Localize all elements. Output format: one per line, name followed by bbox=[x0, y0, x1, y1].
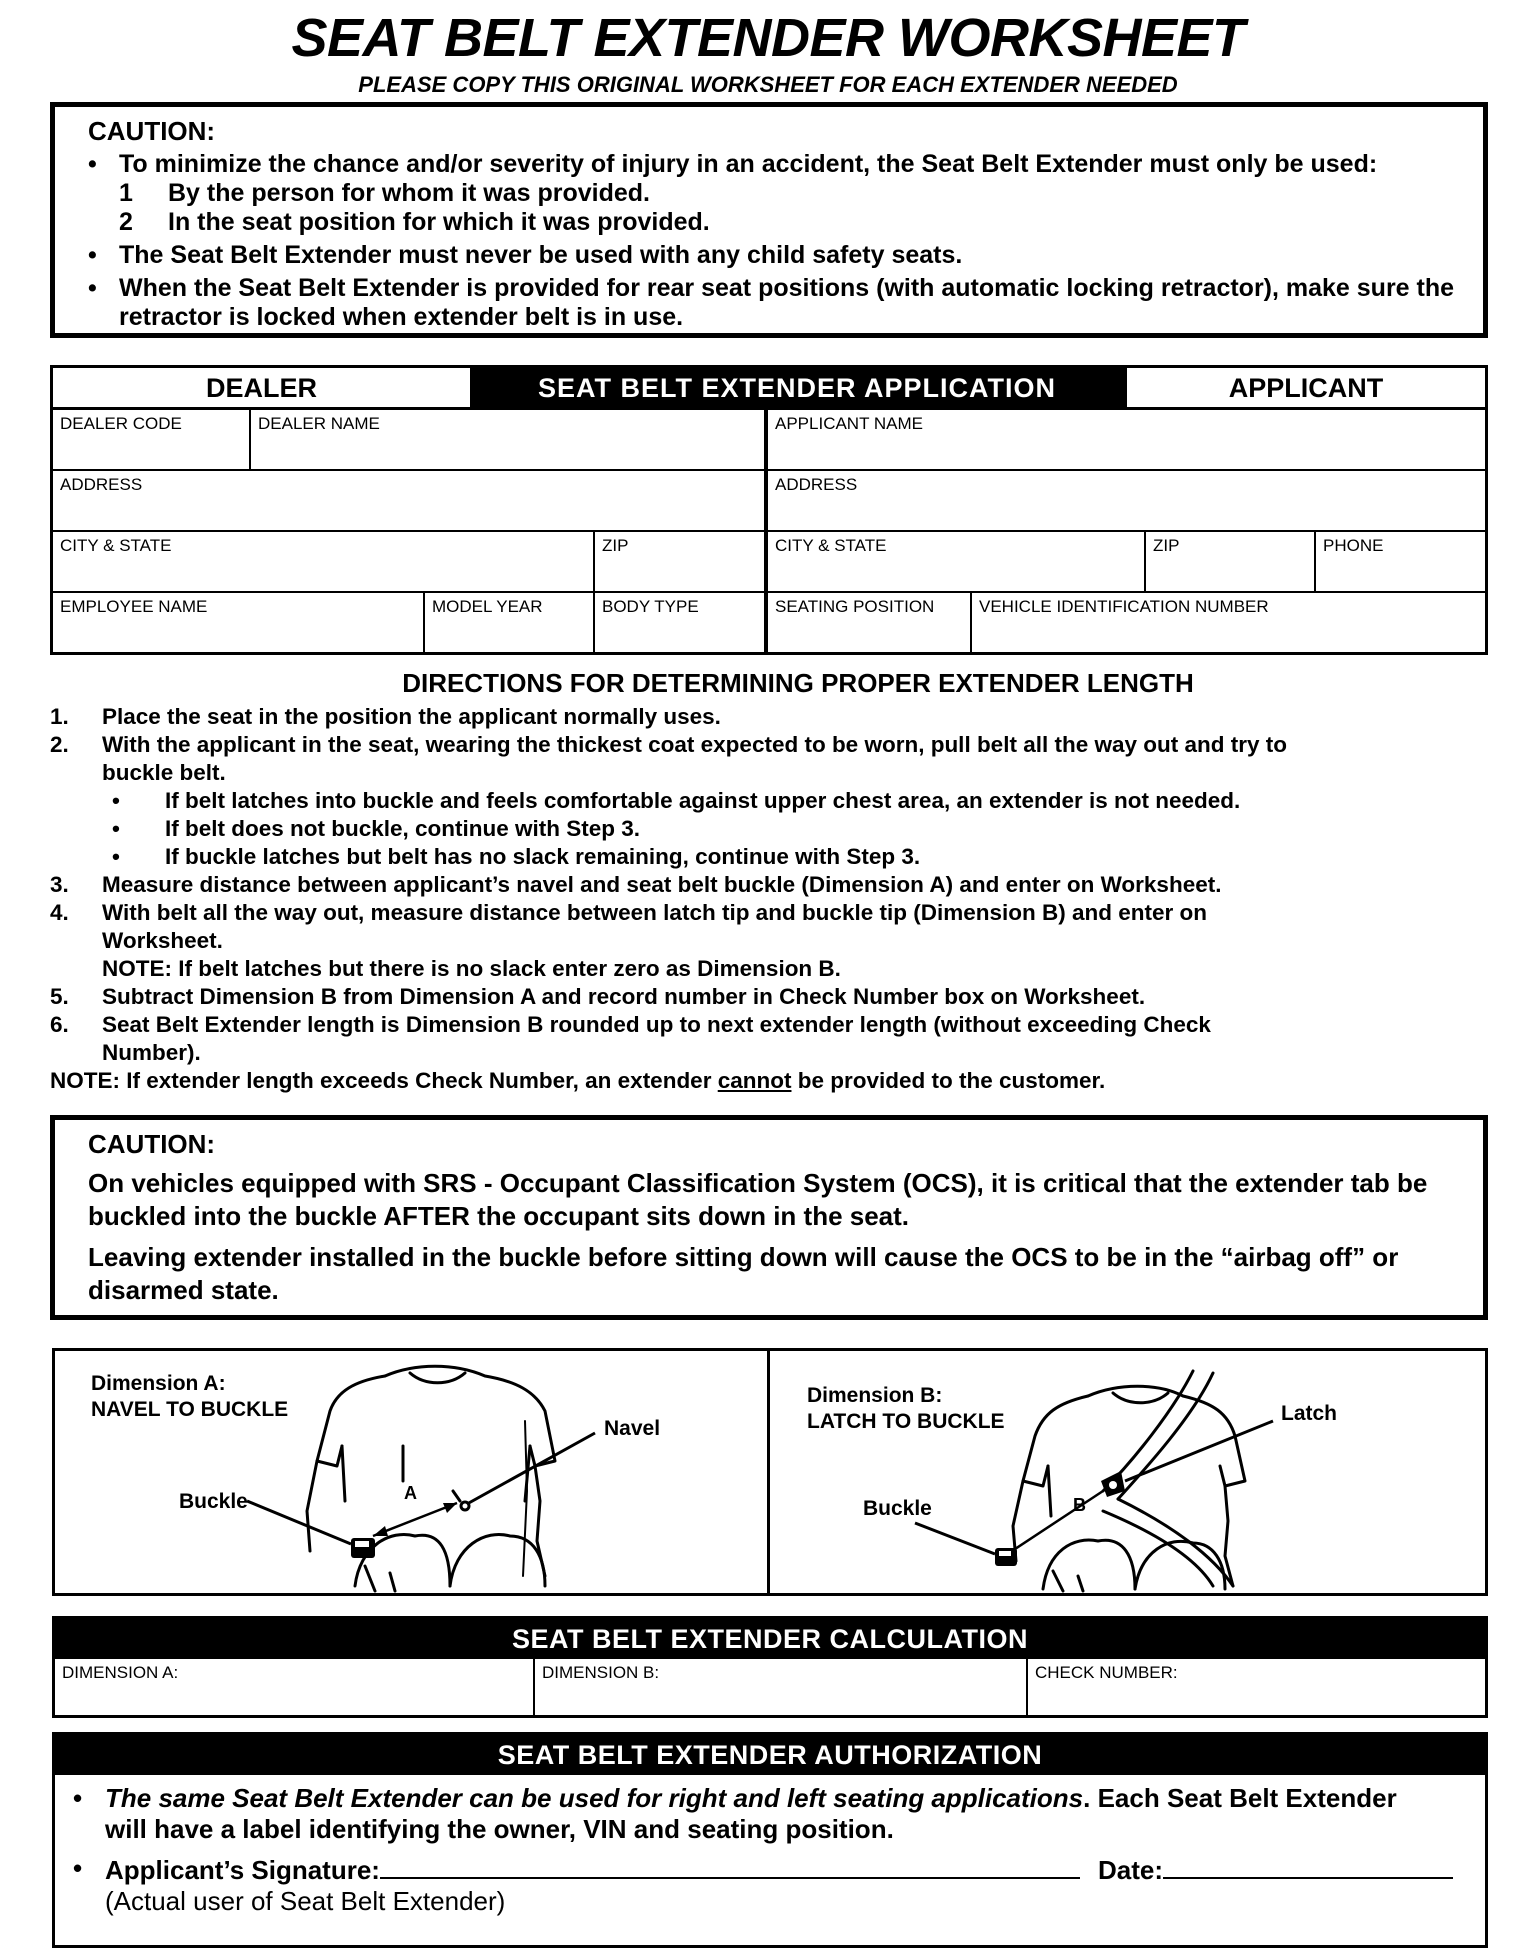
torso-illustration-b bbox=[773, 1351, 1485, 1593]
calculation-table bbox=[52, 1616, 1488, 1718]
body-type-field[interactable]: BODY TYPE bbox=[595, 593, 766, 652]
applicant-header: APPLICANT bbox=[1124, 368, 1485, 410]
direction-step bbox=[50, 899, 1290, 955]
caution-paragraph: Leaving extender installed in the buckle before sitting down will cause the OCS to be in the “airbag off” or disarmed state. bbox=[88, 1242, 1399, 1305]
model-year-field[interactable]: MODEL YEAR bbox=[425, 593, 595, 652]
bullet-icon: • bbox=[88, 150, 97, 178]
dealer-zip-field[interactable]: ZIP bbox=[595, 532, 766, 593]
date-input[interactable] bbox=[1163, 1853, 1453, 1879]
caution-heading: CAUTION: bbox=[88, 1129, 216, 1159]
bullet-icon: • bbox=[88, 274, 97, 302]
direction-step bbox=[50, 983, 1490, 1011]
step-number: 6. bbox=[50, 1012, 69, 1037]
step-text: Measure distance between applicant’s navel and seat belt buckle (Dimension A) and enter on Worksheet. bbox=[102, 872, 1222, 897]
note-text: be provided to the customer. bbox=[791, 1068, 1106, 1093]
step-text: Seat Belt Extender length is Dimension B rounded up to next extender length (without exceeding Check Number). bbox=[102, 1012, 1211, 1065]
vin-field[interactable]: VEHICLE IDENTIFICATION NUMBER bbox=[979, 597, 1269, 616]
bullet-icon: • bbox=[88, 241, 97, 269]
bullet-icon: • bbox=[73, 1783, 83, 1813]
application-title: SEAT BELT EXTENDER APPLICATION bbox=[470, 368, 1124, 410]
seating-position-field[interactable]: SEATING POSITION bbox=[766, 593, 972, 652]
signature-label: Applicant’s Signature: bbox=[105, 1855, 380, 1885]
authorization-bullet bbox=[65, 1783, 1405, 1845]
figure-dimension-a bbox=[55, 1351, 770, 1593]
dealer-city-state-field[interactable]: CITY & STATE bbox=[53, 532, 595, 593]
direction-step bbox=[50, 871, 1490, 899]
note-text: NOTE: If extender length exceeds Check Number, an extender bbox=[50, 1068, 718, 1093]
dimension-b-letter: B bbox=[1073, 1495, 1086, 1515]
figure-dimension-b bbox=[773, 1351, 1485, 1593]
step-text: With the applicant in the seat, wearing the thickest coat expected to be worn, pull belt all the way out and try to buckle belt. bbox=[102, 732, 1287, 785]
authorization-title: SEAT BELT EXTENDER AUTHORIZATION bbox=[55, 1735, 1485, 1775]
caution-box-ocs bbox=[50, 1115, 1488, 1320]
phone-field[interactable]: PHONE bbox=[1316, 532, 1485, 593]
caution-subitem bbox=[88, 208, 1483, 237]
figure-a-title-line: NAVEL TO BUCKLE bbox=[91, 1398, 289, 1421]
note-emphasis: cannot bbox=[717, 1068, 792, 1093]
worksheet-subtitle: PLEASE COPY THIS ORIGINAL WORKSHEET FOR EACH EXTENDER NEEDED bbox=[358, 72, 1178, 97]
applicant-zip-field[interactable]: ZIP bbox=[1146, 532, 1316, 593]
navel-label: Navel bbox=[604, 1417, 661, 1440]
caution-text: The Seat Belt Extender must never be used with any child safety seats. bbox=[119, 241, 963, 269]
caution-text: In the seat position for which it was provided. bbox=[168, 208, 710, 236]
direction-note: NOTE: If belt latches but there is no slack enter zero as Dimension B. bbox=[102, 956, 841, 981]
caution-text: To minimize the chance and/or severity of injury in an accident, the Seat Belt Extender must only be used: bbox=[119, 150, 1378, 178]
application-table bbox=[50, 365, 1488, 655]
authorization-section bbox=[52, 1732, 1488, 1948]
dealer-code-field[interactable]: DEALER CODE bbox=[53, 410, 251, 471]
direction-bullet bbox=[102, 843, 1490, 871]
step-text: With belt all the way out, measure distance between latch tip and buckle tip (Dimension B) and enter on Worksheet. bbox=[102, 900, 1207, 953]
figure-a-title-line: Dimension A: bbox=[91, 1372, 226, 1395]
direction-step bbox=[50, 1011, 1270, 1067]
direction-bullet bbox=[102, 787, 1490, 815]
bullet-text: If buckle latches but belt has no slack remaining, continue with Step 3. bbox=[165, 844, 921, 869]
directions-final-note bbox=[50, 1067, 1490, 1095]
figure-b-title-line: LATCH TO BUCKLE bbox=[807, 1410, 1005, 1433]
authorization-text: . Each Seat Belt Extender will have a label identifying the owner, VIN and seating position. bbox=[105, 1783, 1397, 1844]
caution-text: By the person for whom it was provided. bbox=[168, 179, 651, 207]
buckle-label: Buckle bbox=[863, 1497, 932, 1520]
caution-bullet bbox=[88, 150, 1483, 179]
applicant-city-state-field[interactable]: CITY & STATE bbox=[766, 532, 1146, 593]
bullet-icon: • bbox=[112, 788, 120, 813]
buckle-label: Buckle bbox=[179, 1490, 248, 1513]
signature-input[interactable] bbox=[380, 1853, 1080, 1879]
dimension-b-field[interactable]: DIMENSION B: bbox=[535, 1659, 1028, 1715]
applicant-address-field[interactable]: ADDRESS bbox=[766, 471, 1485, 532]
step-number: 1. bbox=[50, 704, 69, 729]
dealer-header: DEALER bbox=[53, 368, 470, 410]
step-number: 2. bbox=[50, 732, 69, 757]
torso-illustration-a bbox=[55, 1351, 770, 1593]
bullet-icon: • bbox=[112, 844, 120, 869]
caution-subitem bbox=[88, 179, 1483, 208]
subitem-number: 2 bbox=[119, 208, 133, 236]
caution-text: When the Seat Belt Extender is provided for rear seat positions (with automatic locking retractor), make sure the retractor is locked when extender belt is in use. bbox=[119, 274, 1455, 331]
subitem-number: 1 bbox=[119, 179, 133, 207]
bullet-icon: • bbox=[112, 816, 120, 841]
step-number: 3. bbox=[50, 872, 69, 897]
directions-title: DIRECTIONS FOR DETERMINING PROPER EXTENDER LENGTH bbox=[402, 668, 1194, 698]
authorization-body bbox=[55, 1775, 1485, 1917]
dimension-figures bbox=[52, 1348, 1488, 1596]
bullet-text: If belt does not buckle, continue with Step 3. bbox=[165, 816, 641, 841]
dealer-name-field[interactable]: DEALER NAME bbox=[251, 410, 766, 471]
bullet-icon: • bbox=[73, 1853, 83, 1883]
authorization-italic-text: The same Seat Belt Extender can be used for right and left seating applications bbox=[105, 1783, 1084, 1813]
employee-name-field[interactable]: EMPLOYEE NAME bbox=[53, 593, 425, 652]
calculation-title: SEAT BELT EXTENDER CALCULATION bbox=[55, 1619, 1485, 1659]
direction-step bbox=[50, 703, 1490, 731]
latch-label: Latch bbox=[1281, 1402, 1338, 1425]
caution-box-top bbox=[50, 102, 1488, 338]
direction-bullet bbox=[102, 815, 1490, 843]
step-number: 4. bbox=[50, 900, 69, 925]
caution-bullet bbox=[88, 274, 1468, 332]
dimension-a-field[interactable]: DIMENSION A: bbox=[55, 1659, 535, 1715]
caution-heading: CAUTION: bbox=[88, 116, 216, 146]
step-text: Subtract Dimension B from Dimension A and record number in Check Number box on Worksheet. bbox=[102, 984, 1146, 1009]
applicant-name-field[interactable]: APPLICANT NAME bbox=[766, 410, 1485, 471]
figure-b-title-line: Dimension B: bbox=[807, 1384, 943, 1407]
worksheet-title: SEAT BELT EXTENDER WORKSHEET bbox=[291, 8, 1245, 68]
direction-step bbox=[50, 731, 1340, 787]
dimension-a-letter: A bbox=[404, 1483, 417, 1503]
date-label: Date: bbox=[1097, 1855, 1163, 1885]
signature-line bbox=[65, 1853, 1485, 1886]
check-number-field[interactable]: CHECK NUMBER: bbox=[1035, 1663, 1178, 1682]
signature-note: (Actual user of Seat Belt Extender) bbox=[105, 1886, 506, 1916]
bullet-text: If belt latches into buckle and feels comfortable against upper chest area, an extender is not needed. bbox=[165, 788, 1241, 813]
dealer-address-field[interactable]: ADDRESS bbox=[53, 471, 766, 532]
directions-list bbox=[50, 703, 1490, 1095]
caution-bullet bbox=[88, 241, 1483, 270]
step-text: Place the seat in the position the applicant normally uses. bbox=[102, 704, 721, 729]
caution-paragraph: On vehicles equipped with SRS - Occupant Classification System (OCS), it is critical that the extender tab be buckled into the buckle AFTER the occupant sits down in the seat. bbox=[88, 1168, 1428, 1231]
step-number: 5. bbox=[50, 984, 69, 1009]
